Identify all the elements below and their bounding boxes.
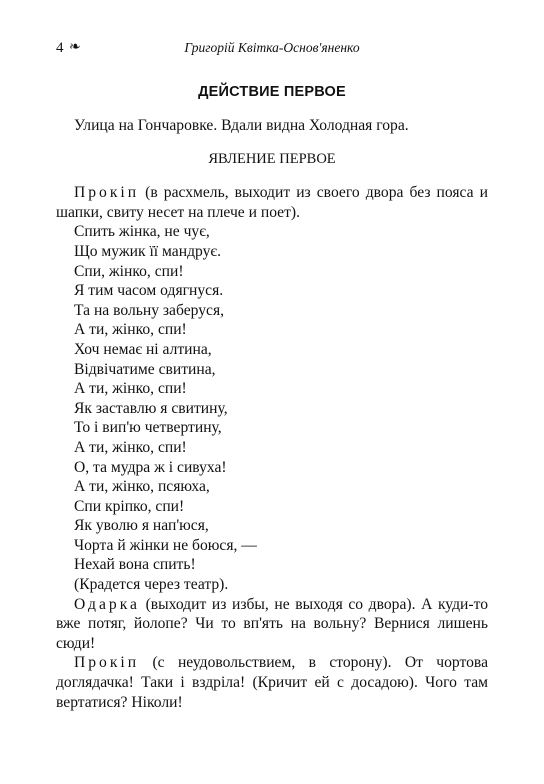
- verse-line: Відвічатиме свитина,: [74, 360, 216, 378]
- verse-line: Нехай вона спить!: [74, 556, 196, 574]
- direction-text: (в расхмель, выходит из своего двора без пояса и шапки, свиту несет на плече и поет).: [56, 184, 488, 221]
- song-verses: [56, 222, 488, 575]
- verse-line: А ти, жінко, спи!: [74, 438, 187, 456]
- fleuron-icon: ❧: [69, 40, 81, 55]
- verse-line: Чорта й жінки не боюся, —: [74, 536, 257, 554]
- verse-line: Хоч немає ні алтина,: [74, 340, 212, 358]
- running-title: Григорій Квітка-Основ'яненко: [184, 40, 360, 55]
- dialogue-line: [56, 595, 488, 654]
- verse-line: А ти, жінко, псяюха,: [74, 478, 210, 496]
- dialogue-line: [56, 653, 488, 712]
- verse-line: Як заставлю я свитину,: [74, 399, 228, 417]
- verse-line: Що мужик її мандрує.: [74, 242, 221, 260]
- act-title: ДЕЙСТВИЕ ПЕРВОЕ: [198, 84, 346, 100]
- verse-line: О, та мудра ж і сивуха!: [74, 458, 227, 476]
- dialogue-text: (выходит из избы, не выходя со двора). А куди-то вже потяг, йолопе? Чи то вп'ять на вольну? Вернися лишень сюди!: [56, 595, 488, 652]
- stage-direction: (Крадется через театр).: [74, 576, 229, 594]
- speaker-name: Прокіп: [74, 654, 140, 672]
- play-text: [56, 116, 488, 712]
- verse-line: Спи, жінко, спи!: [74, 262, 184, 280]
- scene-title: ЯВЛЕНИЕ ПЕРВОЕ: [208, 150, 336, 167]
- verse-line: То і вип'ю четвертину,: [74, 419, 222, 437]
- speaker-name: Одарка: [74, 595, 140, 613]
- verse-line: Я тим часом одягнуся.: [74, 282, 224, 300]
- page-header: [56, 38, 488, 58]
- first-stage-direction: [56, 183, 488, 222]
- verse-line: А ти, жінко, спи!: [74, 380, 187, 398]
- verse-line: Спить жінка, не чує,: [74, 223, 210, 241]
- verse-line: Спи кріпко, спи!: [74, 497, 185, 515]
- dialogue-text: (с неудовольствием, в сторону). От чортова доглядачка! Таки і вздріла! (Кричит ей с досадою). Чого там вертатися? Ніколи!: [56, 654, 488, 711]
- setting-description: Улица на Гончаровке. Вдали видна Холодная гора.: [74, 117, 409, 134]
- verse-line: Як уволю я нап'юся,: [74, 517, 209, 535]
- verse-line: Та на вольну заберуся,: [74, 301, 225, 319]
- speaker-name: Прокіп: [74, 184, 140, 202]
- verse-line: А ти, жінко, спи!: [74, 321, 187, 339]
- page-number: 4: [56, 40, 64, 56]
